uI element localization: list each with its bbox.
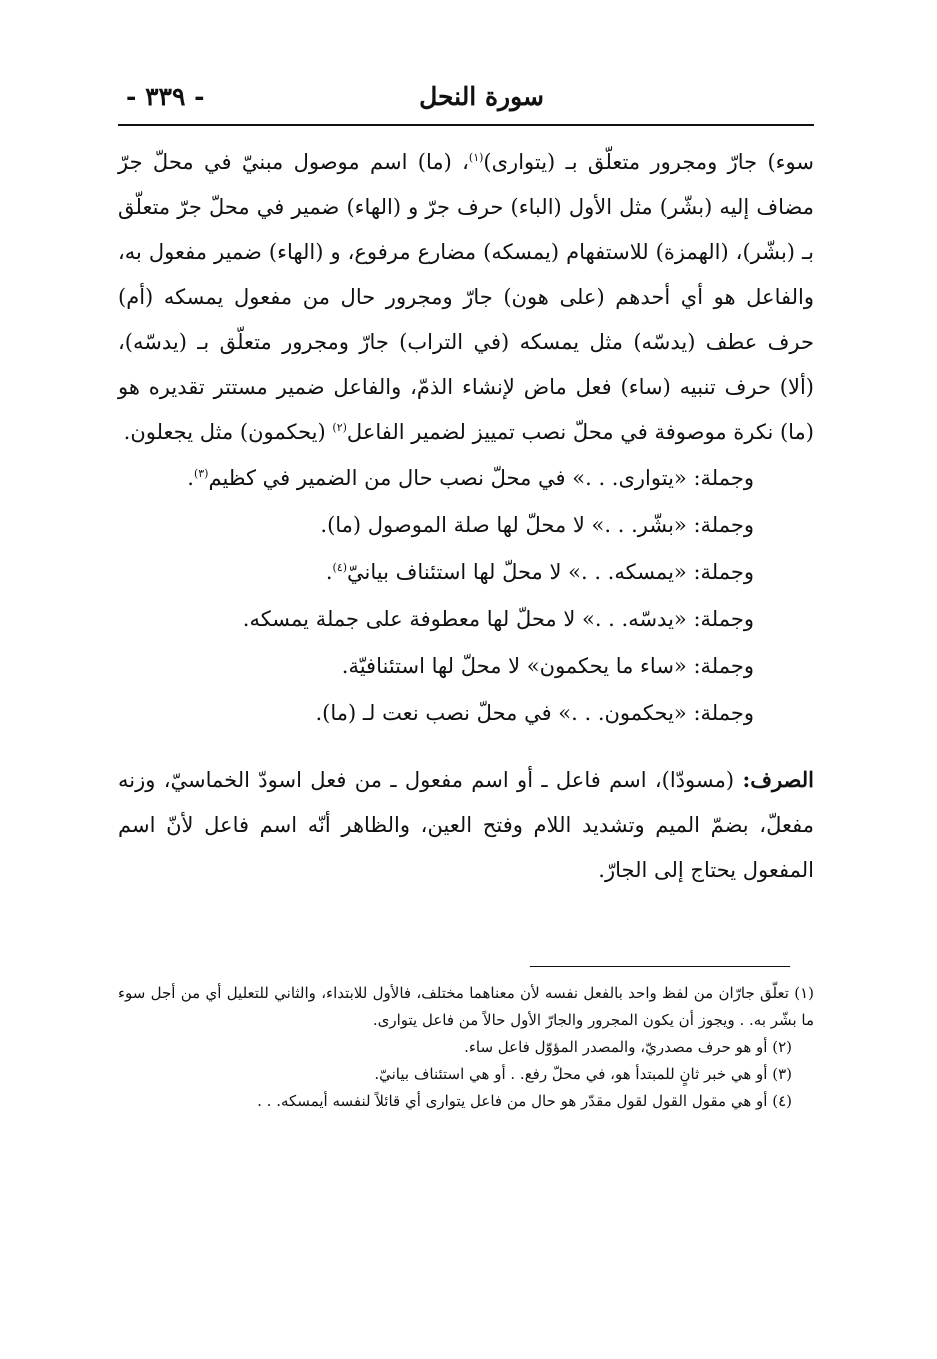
page-header <box>118 80 814 124</box>
footnote-ref-4: (٤) <box>332 561 348 574</box>
sentence-line: وجملة: «ساء ما يحكمون» لا محلّ لها استئنافيّة. <box>341 654 754 678</box>
footnote-2: (٢) أو هو حرف مصدريّ، والمصدر المؤوّل فاعل ساء. <box>464 1038 792 1056</box>
footnote-ref-3: (٣) <box>193 467 209 480</box>
footnote-3: (٣) أو هي خبر ثانٍ للمبتدأ هو، في محلّ رفع. . أو هي استئناف بيانيّ. <box>374 1065 792 1083</box>
footnotes <box>118 980 814 1115</box>
sarf-paragraph: الصرف: (مسودّا)، اسم فاعل ـ أو اسم مفعول ـ من فعل اسودّ الخماسيّ، وزنه مفعلّ، بضمّ الميم وتشديد اللام وفتح العين، والظاهر أنّه اسم فاعل لأنّ اسم المفعول يحتاج إلى الجارّ. <box>118 767 814 882</box>
sentence-line: وجملة: «يمسكه. . .» لا محلّ لها استئناف بيانيّ$^{(٤)}$. <box>325 560 754 584</box>
sentence-line: وجملة: «بشّر. . .» لا محلّ لها صلة الموصول (ما). <box>320 513 754 537</box>
footnote-4: (٤) أو هي مقول القول لقول مقدّر هو حال من فاعل يتوارى أي قائلاً لنفسه أيمسكه. . . <box>257 1092 792 1110</box>
main-text <box>118 140 814 893</box>
footnote-divider <box>530 966 790 967</box>
footnote-ref-2: (٢) <box>332 421 347 434</box>
footnote-ref-1: (١) <box>468 151 484 164</box>
header-divider <box>118 124 814 126</box>
surah-title: سورة النحل <box>419 82 544 111</box>
sarf-label: الصرف: <box>742 767 814 792</box>
irab-paragraph: سوء) جارّ ومجرور متعلّق بـ (يتوارى)$^{(١)}$، (ما) اسم موصول مبنيّ في محلّ جرّ مضاف إليه (بشّر) مثل الأول (الباء) حرف جرّ و (الهاء) ضمير في محلّ جرّ متعلّق بـ (بشّر)، (الهمزة) للاستفهام (يمسكه) مضارع مرفوع، و (الهاء) ضمير مفعول به، والفاعل هو أي أحدهم (على هون) جارّ ومجرور حال من مفعول يمسكه (أم) حرف عطف (يدسّه) مثل يمسكه (في التراب) جارّ ومجرور متعلّق بـ (يدسّه)، (ألا) حرف تنبيه (ساء) فعل ماض لإنشاء الذمّ، والفاعل ضمير مستتر تقديره هو (ما) نكرة موصوفة في محلّ نصب تمييز لضمير الفاعل$^{(٢)}$ (يحكمون) مثل يجعلون. <box>118 150 814 444</box>
sentence-line: وجملة: «يتوارى. . .» في محلّ نصب حال من الضمير في كظيم$^{(٣)}$. <box>187 466 754 490</box>
page-number: - ٣٣٩ - <box>126 82 205 111</box>
sentence-line: وجملة: «يحكمون. . .» في محلّ نصب نعت لـ (ما). <box>315 701 754 725</box>
sentence-line: وجملة: «يدسّه. . .» لا محلّ لها معطوفة على جملة يمسكه. <box>242 607 754 631</box>
footnote-1: (١) تعلّق جارّان من لفظ واحد بالفعل نفسه لأن معناهما مختلف، فالأول للابتداء، والثاني للتعليل أي من أجل سوء ما بشّر به. . ويجوز أن يكون المجرور والجارّ الأول حالاً من فاعل يتوارى. <box>118 984 814 1029</box>
